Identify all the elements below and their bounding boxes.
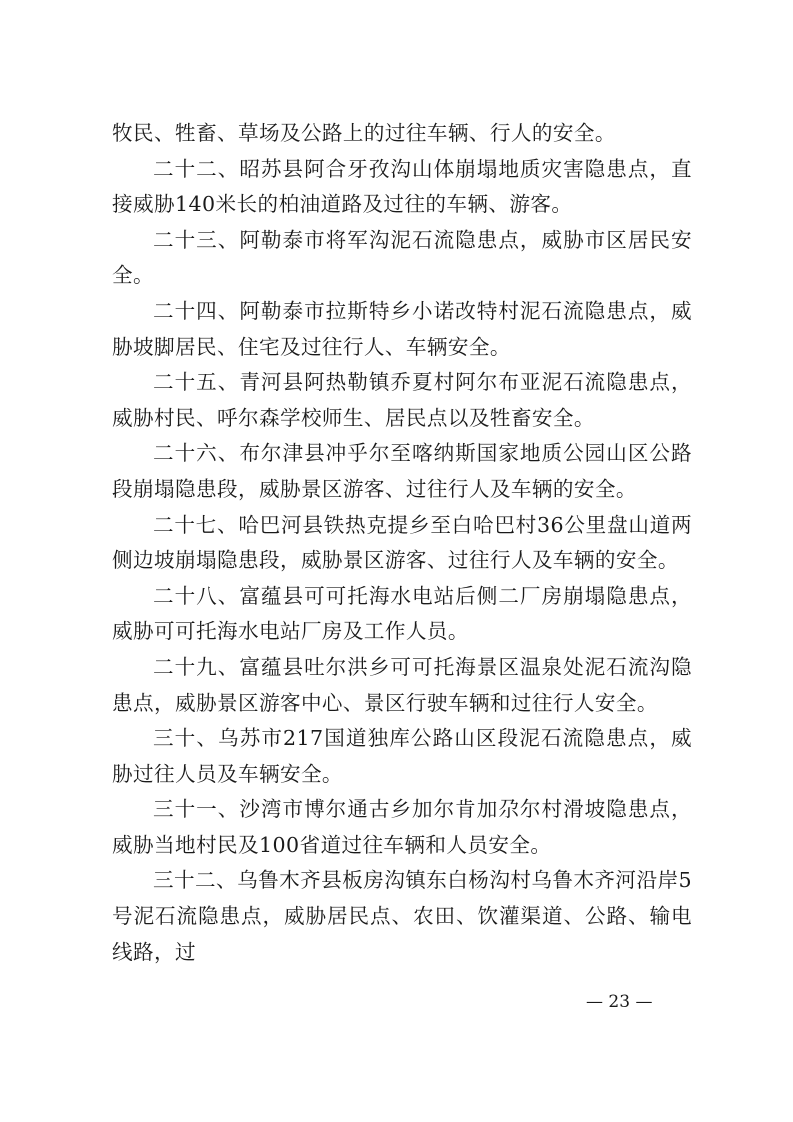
paragraph: 三十一、沙湾市博尔通古乡加尔肯加尕尔村滑坡隐患点，威胁当地村民及100省道过往车辆和人员安全。: [112, 797, 692, 857]
paragraph: 三十、乌苏市217国道独库公路山区段泥石流隐患点，威胁过往人员及车辆安全。: [112, 726, 692, 786]
page-number: — 23 —: [586, 992, 653, 1012]
paragraph: 三十二、乌鲁木齐县板房沟镇东白杨沟村乌鲁木齐河沿岸5号泥石流隐患点，威胁居民点、农田、饮灌渠道、公路、输电线路，过: [112, 868, 692, 964]
paragraph: 牧民、牲畜、草场及公路上的过往车辆、行人的安全。: [112, 121, 616, 145]
paragraph: 二十八、富蕴县可可托海水电站后侧二厂房崩塌隐患点，威胁可可托海水电站厂房及工作人员。: [112, 583, 692, 644]
paragraph: 二十四、阿勒泰市拉斯特乡小诺改特村泥石流隐患点，威胁坡脚居民、住宅及过往行人、车辆安全。: [112, 298, 692, 359]
paragraph: 二十九、富蕴县吐尔洪乡可可托海景区温泉处泥石流沟隐患点，威胁景区游客中心、景区行驶车辆和过往行人安全。: [112, 654, 692, 715]
paragraph: 二十六、布尔津县冲乎尔至喀纳斯国家地质公园山区公路段崩塌隐患段，威胁景区游客、过往行人及车辆的安全。: [112, 441, 692, 501]
paragraph: 二十五、青河县阿热勒镇乔夏村阿尔布亚泥石流隐患点，威胁村民、呼尔森学校师生、居民点以及牲畜安全。: [112, 370, 692, 430]
paragraph: 二十三、阿勒泰市将军沟泥石流隐患点，威胁市区居民安全。: [112, 227, 692, 288]
body-text: [112, 116, 692, 970]
paragraph: 二十二、昭苏县阿合牙孜沟山体崩塌地质灾害隐患点，直接威胁140米长的柏油道路及过往的车辆、游客。: [112, 156, 692, 217]
paragraph: 二十七、哈巴河县铁热克提乡至白哈巴村36公里盘山道两侧边坡崩塌隐患段，威胁景区游客、过往行人及车辆的安全。: [112, 512, 692, 573]
